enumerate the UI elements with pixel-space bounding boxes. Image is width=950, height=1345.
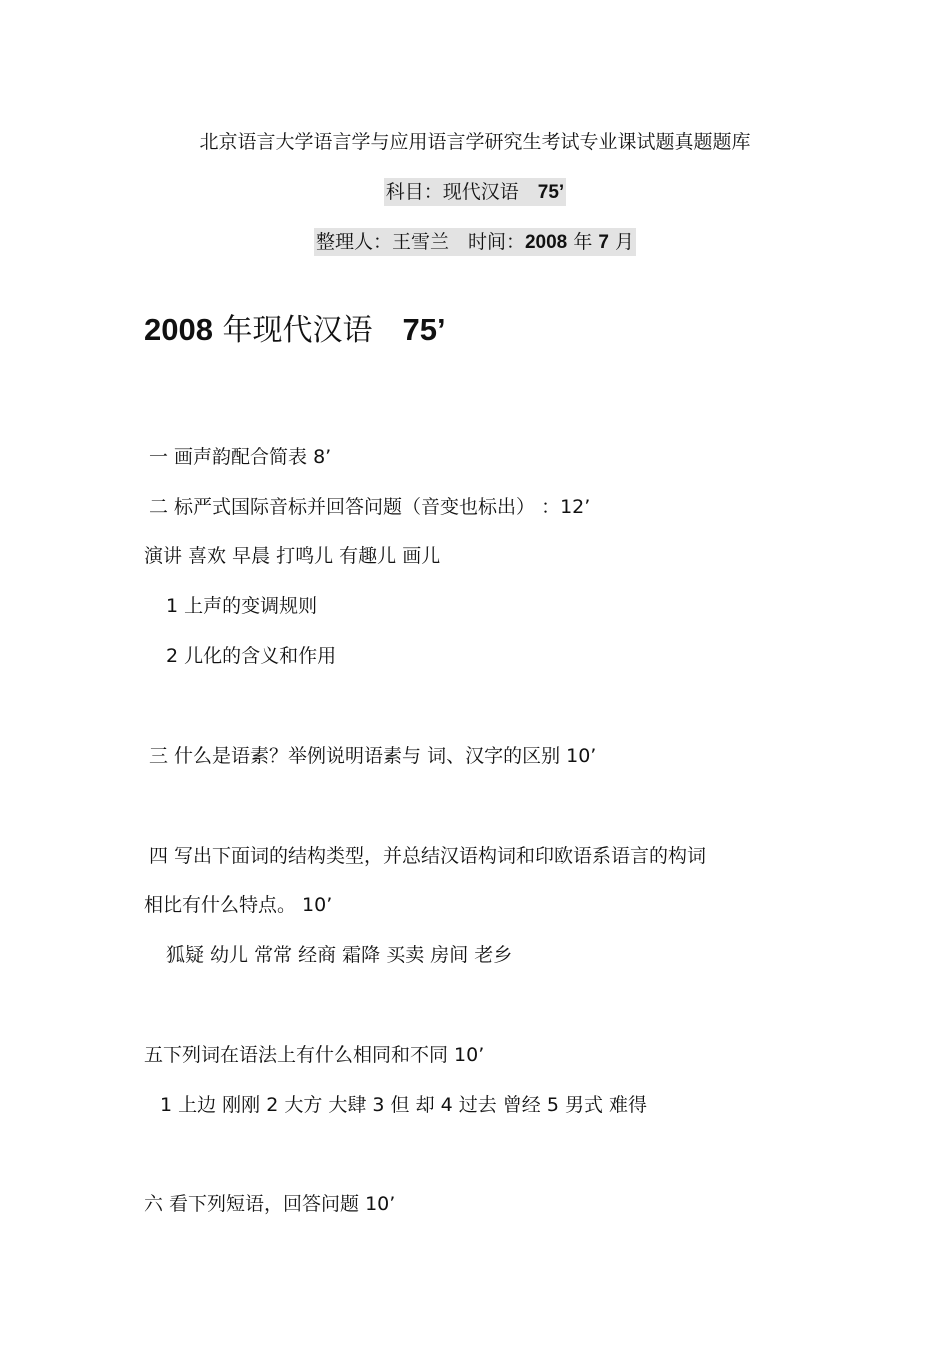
compiler-year: 2008	[524, 232, 568, 253]
question-2-words: 演讲 喜欢 早晨 打鸣儿 有趣儿 画儿	[144, 545, 441, 567]
question-4-line-1: 四 写出下面词的结构类型，并总结汉语构词和印欧语系语言的构词	[149, 845, 707, 867]
question-2: 二 标严式国际音标并回答问题（音变也标出） ：12’	[149, 496, 591, 518]
subject-label: 科目：现代汉语	[385, 181, 519, 203]
compiler-line	[0, 229, 950, 256]
question-5: 五下列词在语法上有什么相同和不同 10’	[144, 1044, 485, 1066]
compiler-year-unit: 年	[573, 231, 593, 253]
subject-score: 75’	[537, 182, 565, 203]
heading-year: 2008	[144, 312, 213, 347]
compiler-month-unit: 月	[615, 231, 635, 253]
question-2-sub-2: 2 儿化的含义和作用	[166, 645, 337, 667]
compiler-highlight	[314, 228, 636, 256]
question-4-words: 狐疑 幼儿 常常 经商 霜降 买卖 房间 老乡	[166, 944, 513, 966]
question-2-sub-1: 1 上声的变调规则	[166, 595, 318, 617]
heading-score: 75’	[402, 312, 446, 347]
question-3: 三 什么是语素？举例说明语素与 词、汉字的区别 10’	[149, 745, 597, 767]
compiler-month: 7	[598, 232, 609, 253]
subject-highlight	[384, 178, 566, 206]
document-title: 北京语言大学语言学与应用语言学研究生考试专业课试题真题题库	[199, 131, 751, 153]
question-5-words: 1 上边 刚刚 2 大方 大肆 3 但 却 4 过去 曾经 5 男式 难得	[160, 1094, 647, 1116]
subject-line	[0, 179, 950, 206]
compiler-label: 整理人：王雪兰 时间：	[315, 231, 525, 253]
question-4-line-2: 相比有什么特点。 10’	[144, 894, 333, 916]
section-heading	[144, 310, 446, 351]
question-1: 一 画声韵配合简表 8’	[149, 446, 332, 468]
question-6: 六 看下列短语，回答问题 10’	[144, 1193, 396, 1215]
heading-text: 年现代汉语	[222, 313, 373, 348]
